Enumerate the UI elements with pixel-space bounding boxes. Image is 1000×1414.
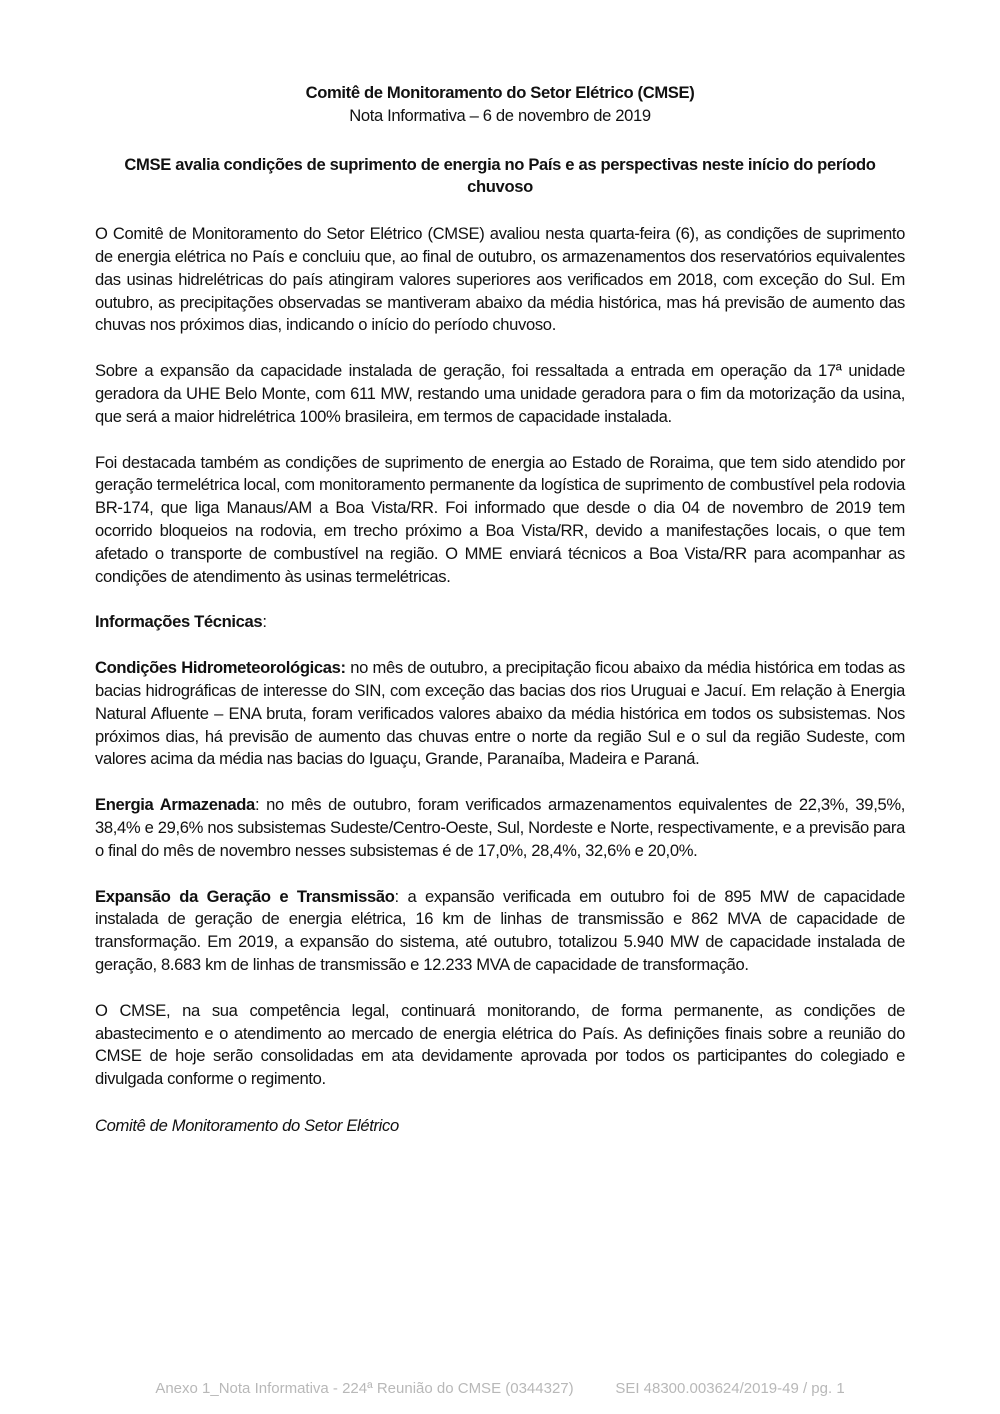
paragraph-hydro	[95, 657, 905, 771]
note-date: Nota Informativa – 6 de novembro de 2019	[349, 105, 651, 125]
document-body	[95, 82, 905, 1138]
paragraph-belo-monte: Sobre a expansão da capacidade instalada de geração, foi ressaltada a entrada em operação da 17ª unidade geradora da UHE Belo Monte, com 611 MW, restando uma unidade geradora para o fim da motorização da usina, que será a maior hidrelétrica 100% brasileira, em termos de capacidade instalada.	[95, 361, 905, 426]
hydro-text: no mês de outubro, a precipitação ficou abaixo da média histórica em todas as bacias hidrográficas de interesse do SIN, com exceção das bacias dos rios Uruguai e Jacuí. Em relação à Energia Natural Afluente – ENA bruta, foram verificados valores abaixo da média histórica em todos os subsistemas. Nos próximos dias, há previsão de aumento das chuvas entre o norte da região Sul e o sul da região Sudeste, com valores acima da média nas bacias do Iguaçu, Grande, Paranaíba, Madeira e Paraná.	[95, 658, 905, 769]
document-header	[95, 82, 905, 128]
paragraph-expansion	[95, 886, 905, 977]
paragraph-storage	[95, 794, 905, 862]
paragraph-closing: O CMSE, na sua competência legal, continuará monitorando, de forma permanente, as condições de abastecimento e o atendimento ao mercado de energia elétrica do País. As definições finais sobre a reunião do CMSE de hoje serão consolidadas em ata devidamente aprovada por todos os participantes do colegiado e divulgada conforme o regimento.	[95, 1000, 905, 1089]
expansion-label: Expansão da Geração e Transmissão	[95, 886, 395, 906]
technical-section-heading	[95, 611, 905, 634]
technical-label-colon: :	[262, 612, 267, 632]
expansion-text: : a expansão verificada em outubro foi de 895 MW de capacidade instalada de geração de energia elétrica, 16 km de linhas de transmissão e 862 MVA de capacidade de transformação. Em 2019, a expansão do sistema, até outubro, totalizou 5.940 MW de capacidade instalada de geração, 8.683 km de linhas de transmissão e 12.233 MVA de capacidade de transformação.	[95, 886, 905, 974]
footer-sei: SEI 48300.003624/2019-49 / pg. 1	[615, 1380, 845, 1397]
footer-annex: Anexo 1_Nota Informativa - 224ª Reunião do CMSE (0344327)	[155, 1380, 574, 1397]
storage-label: Energia Armazenada	[95, 795, 255, 815]
paragraph-roraima: Foi destacada também as condições de suprimento de energia ao Estado de Roraima, que tem sido atendido por geração termelétrica local, com monitoramento permanente da logística de suprimento de combustível pela rodovia BR-174, que liga Manaus/AM a Boa Vista/RR. Foi informado que desde o dia 04 de novembro de 2019 tem ocorrido bloqueios na rodovia, em trecho próximo a Boa Vista/RR, devido a manifestações locais, o que tem afetado o transporte de combustível na região. O MME enviará técnicos a Boa Vista/RR para acompanhar as condições de atendimento às usinas termelétricas.	[95, 452, 905, 586]
signature: Comitê de Monitoramento do Setor Elétrico	[95, 1115, 399, 1135]
headline: CMSE avalia condições de suprimento de energia no País e as perspectivas neste início do período chuvoso	[124, 154, 876, 197]
org-title: Comitê de Monitoramento do Setor Elétrico (CMSE)	[305, 83, 695, 102]
page-footer	[0, 1380, 1000, 1397]
paragraph-summary: O Comitê de Monitoramento do Setor Elétrico (CMSE) avaliou nesta quarta-feira (6), as condições de suprimento de energia elétrica no País e concluiu que, ao final de outubro, os armazenamentos dos reservatórios equivalentes das usinas hidrelétricas do país atingiram valores superiores aos verificados em 2018, com exceção do Sul. Em outubro, as precipitações observadas se mantiveram abaixo da média histórica, mas há previsão de aumento das chuvas nos próximos dias, indicando o início do período chuvoso.	[95, 224, 905, 335]
technical-label: Informações Técnicas	[95, 612, 263, 632]
hydro-label: Condições Hidrometeorológicas:	[95, 658, 346, 678]
storage-text: : no mês de outubro, foram verificados armazenamentos equivalentes de 22,3%, 39,5%, 38,4% e 29,6% nos subsistemas Sudeste/Centro-Oeste, Sul, Nordeste e Norte, respectivamente, e a previsão para o final do mês de novembro nesses subsistemas é de 17,0%, 28,4%, 32,6% e 20,0%.	[95, 795, 905, 860]
